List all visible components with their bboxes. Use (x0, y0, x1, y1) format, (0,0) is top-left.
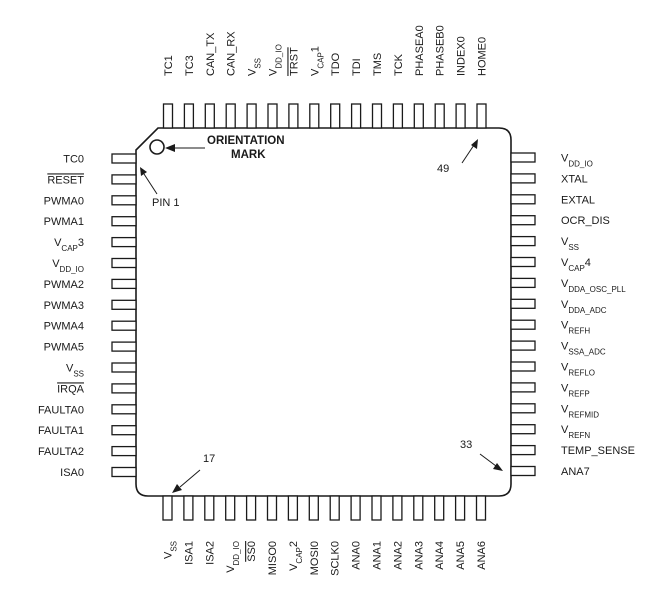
right-pin-label (561, 424, 590, 440)
orientation-mark-label-2: MARK (231, 149, 266, 161)
top-pin (414, 104, 423, 128)
pin17-label: 17 (203, 453, 216, 465)
bottom-pin-label (288, 541, 304, 571)
bottom-pin-label (351, 541, 363, 570)
pin-label-part: RESET (47, 174, 84, 187)
left-pin-label (52, 258, 84, 274)
left-pin (112, 384, 136, 393)
bottom-pin (205, 496, 214, 520)
top-pin-label (414, 25, 426, 76)
pin-label-part: TEMP_SENSE (561, 445, 635, 458)
right-pin-label (561, 215, 610, 227)
left-pin (112, 300, 136, 309)
bottom-pin-label (455, 541, 467, 570)
left-pin (112, 279, 136, 288)
pin-label-part: V (267, 68, 280, 76)
bottom-pin-label (225, 541, 241, 573)
pin-label-part: V (162, 551, 175, 560)
pin-label-part: V (246, 68, 259, 76)
top-pin (373, 104, 382, 128)
pin-label-part: V (54, 237, 62, 250)
bottom-pin (456, 496, 465, 520)
right-pin-label (561, 341, 606, 357)
pin-label-part: EXTAL (561, 194, 596, 207)
bottom-pin (226, 496, 235, 520)
bottom-pin-label (372, 541, 384, 570)
pin-label-part: V (561, 361, 569, 374)
pin-label-part: ANA4 (434, 541, 447, 570)
bottom-pin-label (267, 541, 279, 575)
pin-label-part: FAULTA0 (37, 404, 84, 417)
right-pin (511, 467, 535, 476)
pin-label-part: V (561, 236, 569, 249)
pin-label-part: SS0 (246, 541, 259, 562)
right-pin (511, 278, 535, 287)
pin-label-part: V (52, 258, 60, 270)
pin-label-part: SS (253, 57, 263, 69)
top-pin (352, 104, 361, 128)
top-pin-label (288, 47, 300, 76)
left-pin-label (38, 404, 84, 416)
bottom-pin (414, 496, 423, 520)
left-pin-label (54, 237, 84, 253)
bottom-pin-label (204, 541, 216, 565)
left-pin (112, 238, 136, 247)
pin-label-part: SS (73, 369, 84, 378)
pin-label-part: PWMA0 (43, 195, 84, 208)
pin33-label: 33 (460, 439, 473, 451)
top-pin (456, 104, 465, 128)
right-pin (511, 153, 535, 162)
pin-label-part: DD_IO (274, 44, 283, 69)
pin-label-part: CAP (315, 52, 325, 69)
pin-label-part: PWMA4 (43, 320, 84, 333)
pin-label-part: ISA2 (204, 541, 217, 565)
top-pin (331, 104, 340, 128)
right-pin-label (561, 320, 590, 336)
right-pin-label (561, 445, 635, 457)
pin-label-part: V (561, 403, 569, 416)
pin-label-part: XTAL (561, 173, 588, 186)
orientation-mark-circle (150, 140, 164, 154)
top-pin-label (477, 37, 489, 76)
pin-label-part: V (561, 277, 569, 290)
left-pin (112, 405, 136, 414)
right-pin (511, 195, 535, 204)
pin-label-part: ISA1 (183, 541, 196, 565)
pin-label-part: PWMA5 (43, 341, 84, 354)
pin-label-part: V (309, 68, 322, 76)
pin-label-part: IRQA (57, 383, 84, 396)
bottom-pin (477, 496, 486, 520)
right-pin (511, 216, 535, 225)
pin-label-part: V (561, 382, 569, 395)
pin-label-part: ANA6 (476, 541, 488, 570)
left-pin-label (38, 425, 84, 437)
right-pin (511, 174, 535, 183)
pin-label-part: CAN_TX (204, 32, 217, 76)
left-pin-label (57, 383, 85, 395)
pin-label-part: ANA7 (561, 466, 590, 478)
left-pin (112, 321, 136, 330)
left-pin-label (44, 321, 84, 333)
pin-label-part: V (287, 563, 300, 571)
right-pin-label (561, 466, 590, 478)
pin-label-part: TCK (392, 54, 405, 76)
top-pin-label (330, 52, 342, 76)
top-pin (289, 104, 298, 128)
left-pin-label (44, 342, 84, 354)
top-pin (184, 104, 193, 128)
pin-label-part: 1 (309, 46, 322, 53)
top-pin-label (226, 31, 238, 76)
top-pin (435, 104, 444, 128)
top-pin (226, 104, 235, 128)
pin-label-part: V (225, 565, 238, 573)
bottom-pin (330, 496, 339, 520)
right-pin-label (561, 236, 579, 252)
top-pin (477, 104, 486, 128)
pin-label-part: V (561, 298, 569, 311)
pin-label-part: CAN_RX (225, 31, 238, 76)
left-pin-label (38, 446, 84, 458)
pin-label-part: FAULTA2 (37, 446, 84, 459)
pin-label-part: MISO0 (267, 541, 279, 576)
bottom-pin (268, 496, 277, 520)
pin-label-part: PHASEB0 (434, 25, 447, 76)
right-pin-label (561, 194, 595, 206)
right-pin-label (561, 403, 599, 419)
bottom-pin (372, 496, 381, 520)
left-pin (112, 426, 136, 435)
top-pin-label (372, 53, 384, 76)
left-pin-label (44, 195, 84, 207)
pin-label-part: ANA1 (371, 541, 384, 570)
pin49-label: 49 (437, 163, 450, 175)
pin-label-part: ANA5 (455, 541, 468, 570)
pin-label-part: CAP (568, 263, 585, 273)
left-pin (112, 342, 136, 351)
left-pin-label (60, 467, 84, 479)
bottom-pin-label (309, 541, 321, 575)
pin-label-part: TDI (351, 58, 364, 76)
right-pin-label (561, 299, 607, 315)
pin-label-part: V (65, 362, 74, 375)
pin-label-part: DD_IO (231, 541, 241, 566)
top-pin (393, 104, 402, 128)
pin-label-part: REFH (568, 326, 591, 336)
right-pin-label (561, 362, 595, 378)
pin-label-part: V (561, 424, 569, 437)
right-pin (511, 383, 535, 392)
top-pin-label (247, 58, 263, 76)
pin-label-part: PWMA3 (43, 299, 84, 312)
top-pin-label (393, 53, 405, 76)
bottom-pin (184, 496, 193, 520)
pin-label-part: SSA_ADC (568, 347, 606, 357)
left-pin-label (44, 216, 84, 228)
pin-label-part: TC3 (183, 55, 196, 76)
top-pin-label (456, 36, 468, 76)
bottom-pin-label (413, 541, 425, 570)
pin-label-part: REFMID (568, 409, 600, 419)
bottom-pin-label (434, 541, 446, 570)
pin-label-part: 4 (584, 257, 591, 269)
left-pin-label (63, 154, 84, 166)
left-pin (112, 447, 136, 456)
pin-label-part: ISA0 (60, 467, 84, 479)
pin-label-part: TMS (372, 52, 384, 76)
right-pin-label (561, 382, 590, 398)
right-pin (511, 404, 535, 413)
right-pin (511, 362, 535, 371)
top-pin-label (205, 32, 217, 76)
left-pin-row (38, 154, 136, 480)
pin-label-part: ANA2 (392, 541, 405, 570)
left-pin (112, 468, 136, 477)
left-pin (112, 154, 136, 163)
pin-label-part: SS (169, 541, 178, 552)
right-pin-label (561, 153, 593, 169)
bottom-pin (351, 496, 360, 520)
right-pin-label (561, 257, 591, 273)
pin-label-part: V (561, 257, 569, 269)
bottom-pin-label (392, 541, 404, 570)
left-pin (112, 363, 136, 372)
pin-label-part: FAULTA1 (37, 425, 84, 438)
pin-label-part: HOME0 (476, 36, 489, 76)
pin-label-part: V (561, 340, 569, 353)
bottom-pin-label (330, 541, 342, 576)
right-pin (511, 425, 535, 434)
bottom-pin (309, 496, 318, 520)
pin-label-part: ANA3 (413, 541, 426, 570)
bottom-pin (163, 496, 172, 520)
right-pin (511, 237, 535, 246)
top-pin-label (184, 55, 196, 76)
pin-label-part: CAP (294, 547, 304, 564)
pin-label-part: TRST (288, 47, 301, 76)
left-pin-label (44, 279, 84, 291)
right-pin (511, 320, 535, 329)
pin-label-part: TC1 (163, 55, 175, 76)
top-pin (164, 104, 173, 128)
chip-body (136, 128, 511, 496)
right-pin-label (561, 278, 626, 294)
bottom-pin-label (163, 541, 179, 559)
right-pin (511, 299, 535, 308)
pin-label-part: V (561, 319, 569, 332)
bottom-pin (247, 496, 256, 520)
top-pin (205, 104, 214, 128)
top-pin-label (435, 25, 447, 76)
top-pin-label (163, 55, 175, 76)
pin-label-part: TDO (330, 52, 343, 76)
top-pin (247, 104, 256, 128)
pin-label-part: PWMA1 (43, 216, 84, 229)
right-pin (511, 446, 535, 455)
pin-label-part: DD_IO (59, 264, 84, 274)
top-pin-label (268, 44, 284, 76)
left-pin-label (47, 174, 84, 186)
top-pin-label (309, 46, 325, 76)
left-pin (112, 175, 136, 184)
pin-label-part: 3 (77, 237, 84, 250)
pin-label-part: CAP (61, 243, 78, 253)
orientation-mark-label: ORIENTATION (207, 135, 285, 147)
pin-label-part: ANA0 (350, 541, 363, 570)
left-pin (112, 196, 136, 205)
pin-label-part: REFP (568, 388, 590, 398)
pin-label-part: TC0 (63, 153, 84, 166)
bottom-pin (288, 496, 297, 520)
pin-label-part: REFLO (568, 368, 596, 377)
pin-label-part: DDA_ADC (568, 305, 607, 315)
pin-label-part: OCR_DIS (561, 215, 610, 228)
top-pin-row (163, 25, 489, 128)
bottom-pin-label (183, 541, 195, 565)
pin-label-part: PWMA2 (43, 278, 84, 291)
right-pin (511, 258, 535, 267)
right-pin-label (561, 173, 588, 185)
top-pin-label (351, 58, 363, 76)
left-pin (112, 217, 136, 226)
pin-label-part: V (561, 152, 569, 165)
pin-label-part: SCLK0 (329, 541, 342, 576)
pin-label-part: DDA_OSC_PLL (568, 284, 626, 294)
bottom-pin (393, 496, 402, 520)
pin-label-part: 2 (287, 541, 300, 548)
left-pin (112, 259, 136, 268)
pin-label-part: INDEX0 (455, 36, 468, 76)
left-pin-label (44, 300, 84, 312)
top-pin (268, 104, 277, 128)
top-pin (310, 104, 319, 128)
pin-label-part: MOSI0 (308, 541, 321, 576)
right-pin-row (511, 153, 635, 479)
bottom-pin (435, 496, 444, 520)
bottom-pin-row (163, 496, 489, 576)
left-pin-label (66, 363, 84, 379)
bottom-pin-label (246, 541, 258, 562)
pin-label-part: SS (568, 242, 580, 252)
right-pin (511, 341, 535, 350)
bottom-pin-label (476, 541, 488, 570)
pin1-label: PIN 1 (152, 197, 180, 209)
pin-label-part: PHASEA0 (413, 25, 426, 76)
pin-label-part: REFN (568, 430, 591, 440)
pin-label-part: DD_IO (568, 159, 593, 168)
